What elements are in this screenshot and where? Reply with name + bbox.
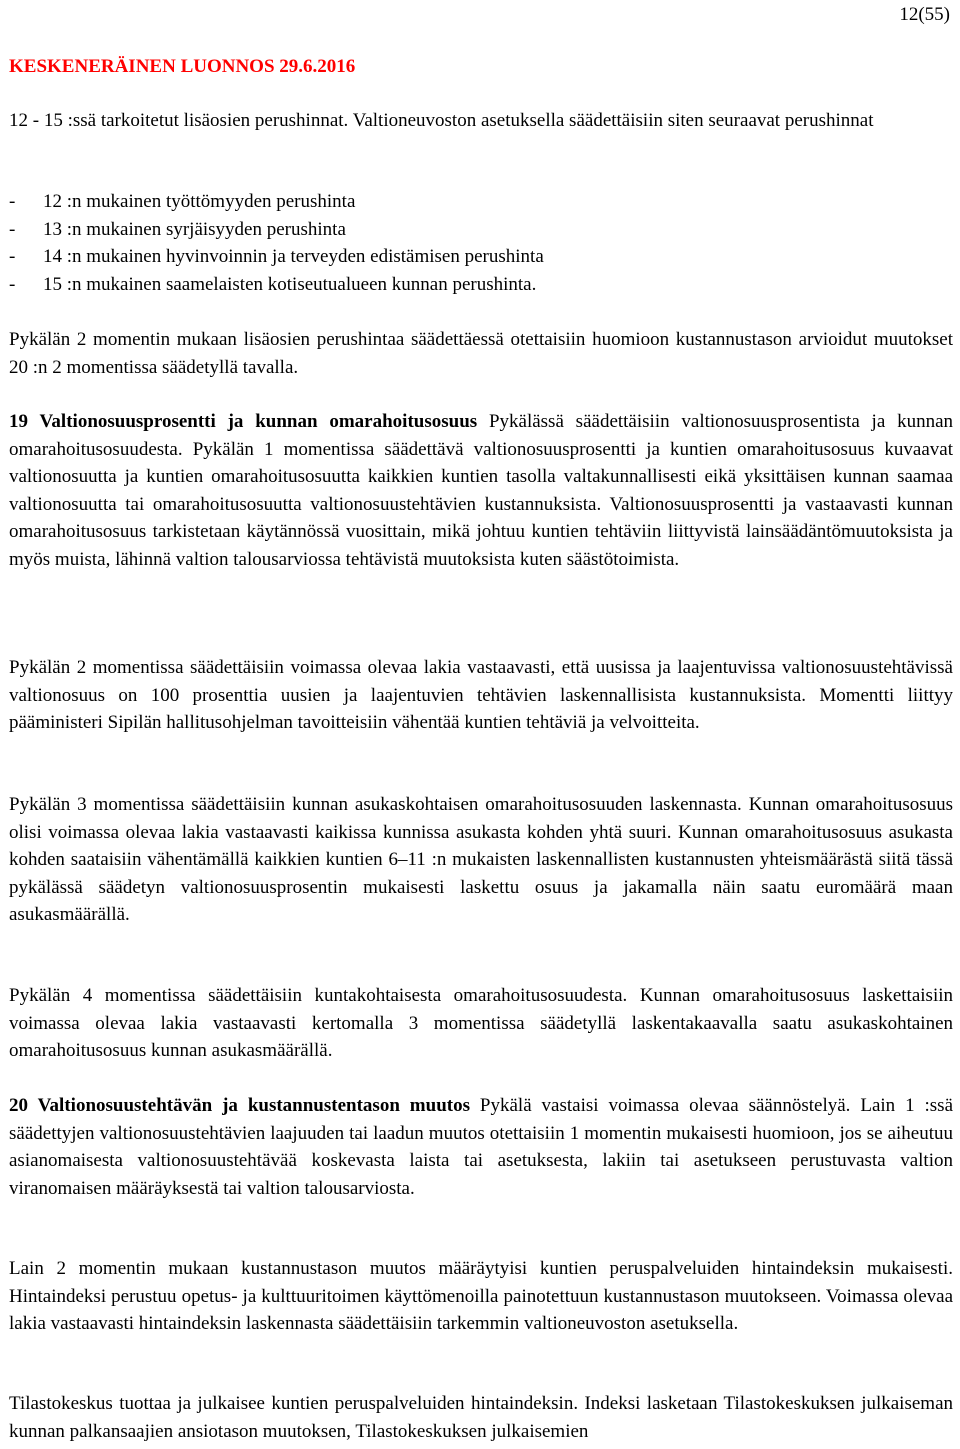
list-item-text: 13 :n mukainen syrjäisyyden perushinta — [43, 218, 346, 240]
paragraph-3-text: Pykälän 3 momentissa säädettäisiin kunnan asukaskohtaisen omarahoitusosuuden laskennasta. Kunnan omarahoitusosuus olisi voimassa olevaa lakia vastaavasti kaikissa kunnissa asukasta kohden yhtä suuri. Kunnan omarahoitusosuus asukasta kohden saataisiin vähentämällä kaikkien kuntien 6–11 :n mukaisten laskennallisten kustannusten yhteismäärästä siitä tässä pykälässä säädetyn valtionosuusprosentin mukaisesti laskettu osuus ja jakamalla näin saatu euromäärä maan asukasmäärällä. — [9, 794, 953, 925]
intro-paragraph — [9, 107, 953, 135]
paragraph-2-text: Pykälän 2 momentissa säädettäisiin voimassa olevaa lakia vastaavasti, että uusissa ja laajentuvissa valtionosuustehtävissä valtionosuus on 100 prosenttia uusien ja laajentuvien tehtävien laskennallisista kustannuksista. Momentti liittyy pääministeri Sipilän hallitusohjelman tavoitteisiin vähentää kuntien tehtäviä ja velvoitteita. — [9, 657, 953, 733]
draft-label: KESKENERÄINEN LUONNOS 29.6.2016 — [9, 56, 356, 77]
intro-text: 12 - 15 :ssä tarkoitetut lisäosien perushinnat. Valtioneuvoston asetuksella säädettäisiin siten seuraavat perushinnat — [9, 110, 874, 131]
list-item — [9, 243, 909, 271]
section-19 — [9, 408, 953, 573]
paragraph-3 — [9, 791, 953, 929]
list-item — [9, 216, 909, 244]
section-19-text: Pykälässä säädettäisiin valtionosuusprosentista ja kunnan omarahoitusosuudesta. Pykälän 1 momentissa säädettävä valtionosuusprosentti ja kuntien omarahoitusosuus kuvaavat valtionosuutta ja kuntien omarahoitusosuutta kaikkien kuntien tasolla valtakunnallisesti eikä yksittäisen kunnan saamaa valtionosuutta tai omarahoitusosuutta valtionosuustehtävien kustannuksista. Valtionosuusprosentti ja vastaavasti kunnan omarahoitusosuus tarkistetaan käytännössä vuosittain, mikä johtuu kuntien tehtäviin liittyvistä lainsäädäntömuutoksista ja myös muista, lähinnä valtion talousarviossa tehtävistä muutoksista kuten säästötoimista. — [9, 411, 954, 570]
paragraph-1-text: Pykälän 2 momentin mukaan lisäosien perushintaa säädettäessä otettaisiin huomioon kustannustason arvioidut muutokset 20 :n 2 momentissa säädetyllä tavalla. — [9, 329, 953, 378]
paragraph-2 — [9, 654, 953, 737]
paragraph-4 — [9, 982, 953, 1065]
list-item-text: 14 :n mukainen hyvinvoinnin ja terveyden edistämisen perushinta — [43, 246, 544, 267]
list-item-text: 15 :n mukainen saamelaisten kotiseutualueen kunnan perushinta. — [43, 273, 537, 295]
list-item-text: 12 :n mukainen työttömyyden perushinta — [43, 191, 356, 212]
paragraph-4-text: Pykälän 4 momentissa säädettäisiin kuntakohtaisesta omarahoitusosuudesta. Kunnan omarahoitusosuus laskettaisiin voimassa olevaa lakia vastaavasti kertomalla 3 momentissa säädetyllä laskentakaavalla saatu asukaskohtainen omarahoitusosuus kunnan asukasmäärällä. — [9, 985, 953, 1061]
paragraph-1 — [9, 326, 953, 381]
section-20-heading: 20 Valtionosuustehtävän ja kustannustentason muutos — [9, 1095, 470, 1116]
list-dash: - — [9, 246, 16, 267]
section-20-text: Pykälä vastaisi voimassa olevaa säännöstelyä. Lain 1 :ssä säädettyjen valtionosuustehtävien laajuuden tai laadun muutos otettaisiin 1 momentin mukaisesti huomioon, jos se aiheutuu asianomaisesta valtionosuustehtävää koskevasta laista tai asetuksesta, lakiin tai asetukseen perustuvasta valtion viranomaisen määräyksestä tai valtion talousarviosta. — [9, 1095, 954, 1199]
price-list — [9, 188, 909, 298]
paragraph-6 — [9, 1390, 953, 1445]
list-item — [9, 188, 909, 216]
section-19-heading: 19 Valtionosuusprosentti ja kunnan omarahoitusosuus — [9, 411, 478, 432]
list-dash: - — [9, 273, 16, 295]
paragraph-5-text: Lain 2 momentin mukaan kustannustason muutos määräytyisi kuntien peruspalveluiden hintaindeksin mukaisesti. Hintaindeksi perustuu opetus- ja kulttuuritoimen käyttömenoilla painotettuun kustannustason muutokseen. Voimassa olevaa lakia vastaavasti hintaindeksin laskennasta säädettäisiin tarkemmin valtioneuvoston asetuksella. — [9, 1258, 953, 1334]
list-item — [9, 271, 909, 299]
list-dash: - — [9, 191, 16, 212]
paragraph-6-text: Tilastokeskus tuottaa ja julkaisee kuntien peruspalveluiden hintaindeksin. Indeksi lasketaan Tilastokeskuksen julkaiseman kunnan palkansaajien ansiotason muutoksen, Tilastokeskuksen julkaisemien — [9, 1393, 953, 1442]
list-dash: - — [9, 218, 16, 240]
section-20 — [9, 1092, 953, 1202]
page-number: 12(55) — [899, 4, 950, 25]
paragraph-5 — [9, 1255, 953, 1338]
